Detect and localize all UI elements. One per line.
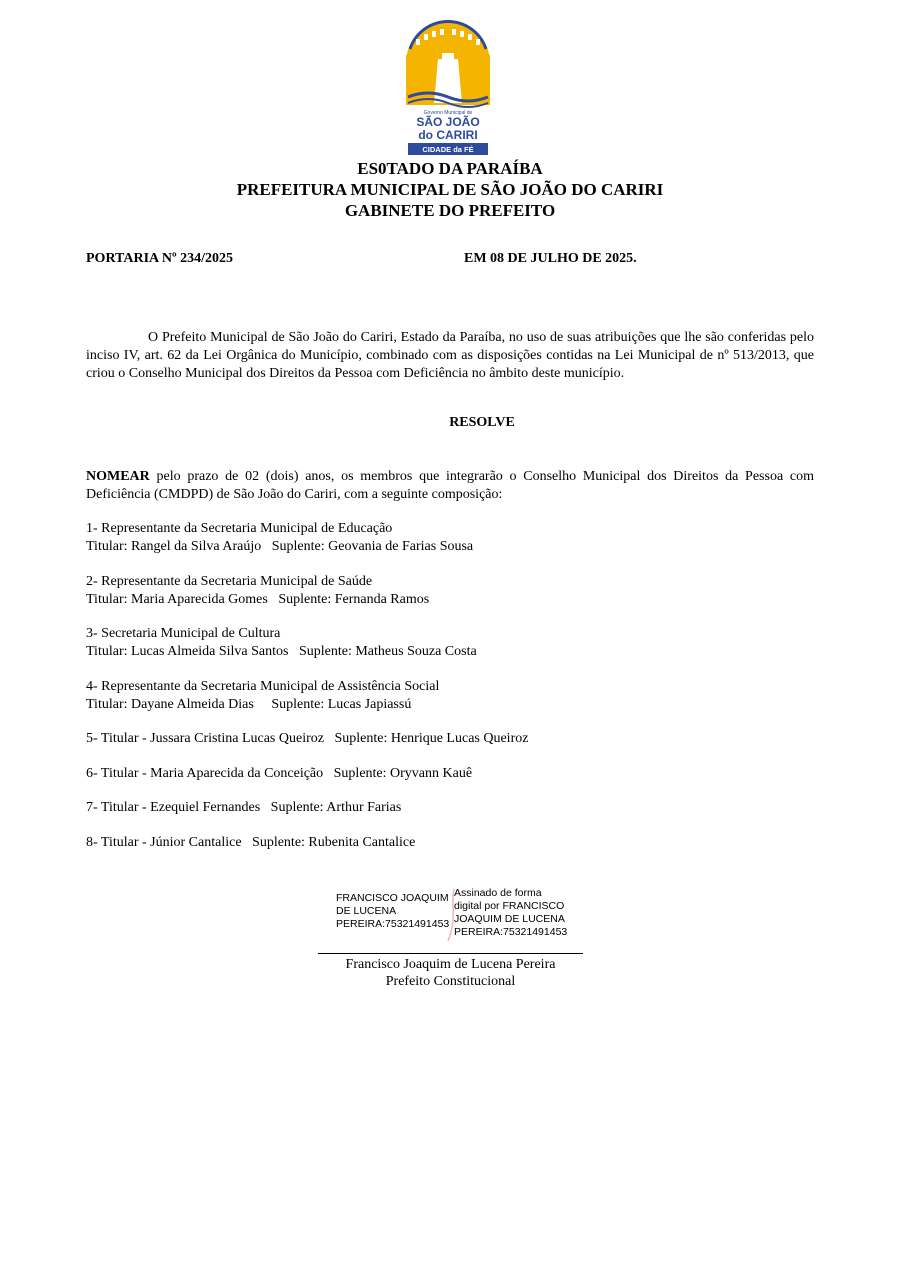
member-5-line: 5- Titular - Jussara Cristina Lucas Queiroz Suplente: Henrique Lucas Queiroz	[86, 731, 529, 746]
portaria-date: EM 08 DE JULHO DE 2025.	[464, 251, 637, 266]
signature-left-text	[336, 892, 456, 931]
logo-name-line2: do CARIRI	[418, 128, 478, 142]
resolve-heading: RESOLVE	[449, 415, 515, 430]
signature-right-line4: PEREIRA:75321491453	[454, 926, 568, 938]
logo-name-line1: SÃO JOÃO	[416, 115, 480, 129]
member-item-3-names	[86, 643, 477, 661]
header-gabinete: GABINETE DO PREFEITO	[344, 201, 556, 220]
header-prefeitura: PREFEITURA MUNICIPAL DE SÃO JOÃO DO CARIRI	[236, 180, 664, 199]
member-item-4-names	[86, 696, 411, 714]
member-item-6	[86, 765, 472, 783]
logo-tagline: CIDADE da FÉ	[422, 145, 474, 154]
signature-right-line2: digital por FRANCISCO	[454, 900, 565, 912]
member-2-role: 2- Representante da Secretaria Municipal de Saúde	[86, 574, 373, 589]
document-header	[0, 158, 900, 221]
digital-signature-stamp	[336, 885, 586, 945]
signature-right-line3: JOAQUIM DE LUCENA	[454, 913, 565, 925]
member-1-role: 1- Representante da Secretaria Municipal de Educação	[86, 521, 393, 536]
member-4-role: 4- Representante da Secretaria Municipal de Assistência Social	[86, 679, 440, 694]
member-item-2	[86, 573, 372, 591]
member-2-names: Titular: Maria Aparecida Gomes Suplente: Fernanda Ramos	[86, 592, 430, 607]
member-1-names: Titular: Rangel da Silva Araújo Suplente: Geovania de Farias Sousa	[86, 539, 474, 554]
portaria-number: PORTARIA Nº 234/2025	[86, 251, 233, 266]
logo-small-text: Governo Municipal de	[423, 110, 473, 116]
member-item-1	[86, 520, 392, 538]
member-item-5	[86, 730, 528, 748]
member-item-1-names	[86, 538, 473, 556]
municipal-logo	[402, 19, 494, 157]
member-item-8	[86, 834, 415, 852]
member-6-line: 6- Titular - Maria Aparecida da Conceição Suplente: Oryvann Kauê	[86, 766, 473, 781]
signature-left-line2: DE LUCENA	[336, 905, 397, 917]
member-item-3	[86, 625, 280, 643]
member-7-line: 7- Titular - Ezequiel Fernandes Suplente: Arthur Farias	[86, 800, 402, 815]
header-state: ES0TADO DA PARAÍBA	[357, 159, 543, 178]
member-4-names: Titular: Dayane Almeida Dias Suplente: Lucas Japiassú	[86, 697, 412, 712]
signature-line	[318, 953, 583, 954]
member-3-role: 3- Secretaria Municipal de Cultura	[86, 626, 281, 641]
nomear-keyword: NOMEAR	[86, 469, 150, 484]
signer-title: Prefeito Constitucional	[385, 974, 516, 989]
nomear-paragraph	[86, 468, 814, 504]
member-item-4	[86, 678, 439, 696]
member-3-names: Titular: Lucas Almeida Silva Santos Suplente: Matheus Souza Costa	[86, 644, 477, 659]
signature-right-line1: Assinado de forma	[454, 887, 542, 899]
signature-right-text	[454, 887, 584, 939]
signature-left-line1: FRANCISCO JOAQUIM	[336, 892, 449, 904]
intro-paragraph: O Prefeito Municipal de São João do Cariri, Estado da Paraíba, no uso de suas atribuições que lhe são conferidas pelo inciso IV, art. 62 da Lei Orgânica do Município, combinado com as disposições contidas na Lei Municipal de nº 513/2013, que criou o Conselho Municipal dos Direitos da Pessoa com Deficiência no âmbito deste município.	[86, 330, 814, 381]
member-8-line: 8- Titular - Júnior Cantalice Suplente: Rubenita Cantalice	[86, 835, 416, 850]
signature-left-line3: PEREIRA:75321491453	[336, 918, 450, 930]
signer-name: Francisco Joaquim de Lucena Pereira	[345, 957, 556, 972]
member-item-2-names	[86, 591, 429, 609]
nomear-text: pelo prazo de 02 (dois) anos, os membros que integrarão o Conselho Municipal dos Direitos da Pessoa com Deficiência (CMDPD) de São João do Cariri, com a seguinte composição:	[86, 469, 814, 502]
member-item-7	[86, 799, 401, 817]
